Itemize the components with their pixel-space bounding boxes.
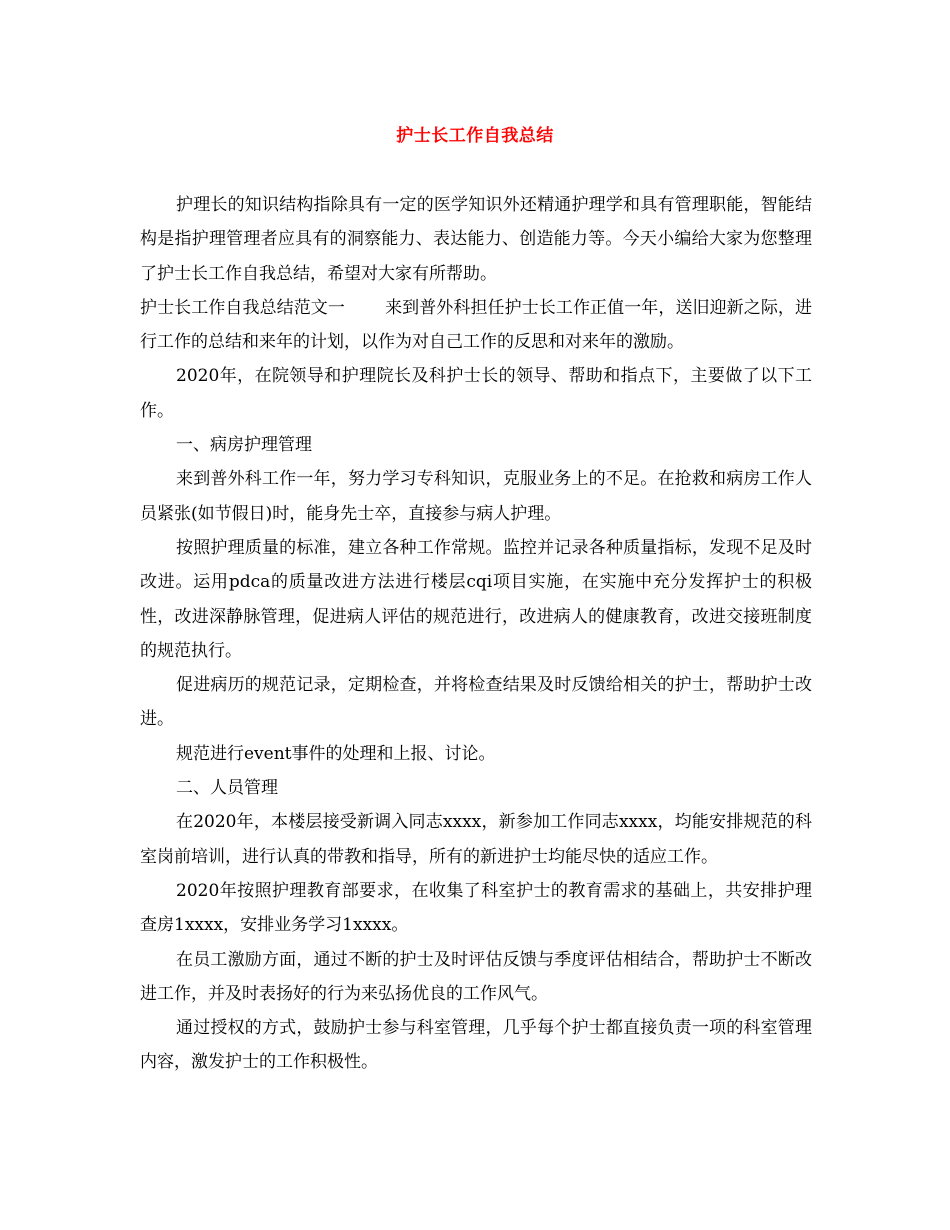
paragraph-ward-2: 按照护理质量的标准，建立各种工作常规。监控并记录各种质量指标，发现不足及时改进。运用pdca的质量改进方法进行楼层cqi项目实施，在实施中充分发挥护士的积极性，改进深静脉管理，促进病人评估的规范进行，改进病人的健康教育，改进交接班制度的规范执行。 <box>140 537 812 661</box>
paragraph-ward-4: 规范进行event事件的处理和上报、讨论。 <box>176 743 496 764</box>
paragraph-staff-3: 在员工激励方面，通过不断的护士及时评估反馈与季度评估相结合，帮助护士不断改进工作，并及时表扬好的行为来弘扬优良的工作风气。 <box>140 949 812 1004</box>
paragraph-ward-1: 来到普外科工作一年，努力学习专科知识，克服业务上的不足。在抢救和病房工作人员紧张(如节假日)时，能身先士卒，直接参与病人护理。 <box>140 469 812 524</box>
paragraph-sample-one <box>140 291 812 360</box>
section-heading-ward: 一、病房护理管理 <box>176 435 312 456</box>
paragraph-staff-1: 在2020年，本楼层接受新调入同志xxxx，新参加工作同志xxxx，均能安排规范的科室岗前培训，进行认真的带教和指导，所有的新进护士均能尽快的适应工作。 <box>140 812 812 867</box>
paragraph-ward-3: 促进病历的规范记录，定期检查，并将检查结果及时反馈给相关的护士，帮助护士改进。 <box>140 675 812 730</box>
paragraph-intro: 护理长的知识结构指除具有一定的医学知识外还精通护理学和具有管理职能，智能结构是指护理管理者应具有的洞察能力、表达能力、创造能力等。今天小编给大家为您整理了护士长工作自我总结，希望对大家有所帮助。 <box>140 195 812 284</box>
sample-text: 来到普外科担任护士长工作正值一年，送旧迎新之际，进行工作的总结和来年的计划，以作为对自己工作的反思和对来年的激励。 <box>140 297 813 353</box>
document-body <box>140 188 812 1080</box>
paragraph-staff-4: 通过授权的方式，鼓励护士参与科室管理，几乎每个护士都直接负责一项的科室管理内容，激发护士的工作积极性。 <box>140 1018 812 1073</box>
document-title: 护士长工作自我总结 <box>396 126 554 146</box>
section-heading-staff: 二、人员管理 <box>176 778 278 799</box>
paragraph-year-summary: 2020年，在院领导和护理院长及科护士长的领导、帮助和指点下，主要做了以下工作。 <box>140 366 812 421</box>
paragraph-staff-2: 2020年按照护理教育部要求，在收集了科室护士的教育需求的基础上，共安排护理查房1xxxx，安排业务学习1xxxx。 <box>140 880 812 936</box>
sample-heading: 护士长工作自我总结范文一 <box>140 297 345 318</box>
